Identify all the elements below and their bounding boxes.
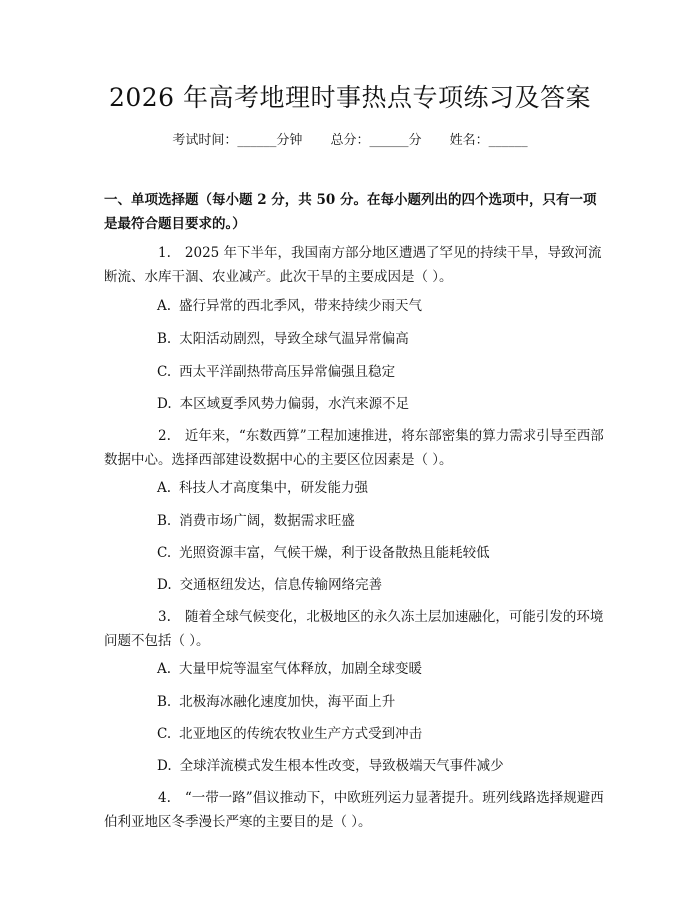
option-letter: A. xyxy=(157,480,172,496)
option-a xyxy=(157,659,607,679)
option-letter: B. xyxy=(157,694,172,710)
option-b xyxy=(157,692,607,712)
question-1 xyxy=(104,241,604,289)
option-letter: D. xyxy=(157,577,172,593)
question-number: 3. xyxy=(158,609,171,625)
section-header: 一、单项选择题（每小题 2 分，共 50 分。在每小题列出的四个选项中，只有一项是最符合题目要求的。） xyxy=(104,192,597,232)
option-text: 大量甲烷等温室气体释放，加剧全球变暖 xyxy=(179,661,423,677)
option-a xyxy=(157,478,607,498)
option-c xyxy=(157,724,607,744)
question-stem: “一带一路”倡议推动下，中欧班列运力显著提升。班列线路选择规避西伯利亚地区冬季漫长严寒的主要目的是（ ）。 xyxy=(104,790,604,830)
total-score-field: 总分：______分 xyxy=(330,133,422,148)
option-d xyxy=(157,394,607,414)
option-a xyxy=(157,296,607,316)
option-text: 西太平洋副热带高压异常偏强且稳定 xyxy=(179,364,396,380)
option-text: 北亚地区的传统农牧业生产方式受到冲击 xyxy=(179,726,423,742)
option-letter: B. xyxy=(157,331,172,347)
option-letter: D. xyxy=(157,396,172,412)
question-stem: 近年来，“东数西算”工程加速推进，将东部密集的算力需求引导至西部数据中心。选择西部建设数据中心的主要区位因素是（ ）。 xyxy=(104,428,604,468)
option-text: 本区域夏季风势力偏弱，水汽来源不足 xyxy=(179,396,410,412)
option-text: 消费市场广阔，数据需求旺盛 xyxy=(179,513,355,529)
option-text: 光照资源丰富，气候干燥，利于设备散热且能耗较低 xyxy=(179,545,490,561)
student-name-field: 姓名：______ xyxy=(449,133,528,148)
exam-info-line xyxy=(0,131,700,151)
option-letter: B. xyxy=(157,513,172,529)
option-letter: A. xyxy=(157,298,172,314)
option-text: 北极海冰融化速度加快，海平面上升 xyxy=(179,694,396,710)
option-text: 科技人才高度集中，研发能力强 xyxy=(179,480,369,496)
question-number: 4. xyxy=(158,790,171,806)
question-3 xyxy=(104,605,604,653)
question-stem: 随着全球气候变化，北极地区的永久冻土层加速融化，可能引发的环境问题不包括（ ）。 xyxy=(104,609,604,649)
option-d xyxy=(157,756,607,776)
option-c xyxy=(157,362,607,382)
option-letter: C. xyxy=(157,545,172,561)
option-text: 全球洋流模式发生根本性改变，导致极端天气事件减少 xyxy=(179,758,504,774)
option-letter: D. xyxy=(157,758,172,774)
question-number: 1. xyxy=(158,245,171,261)
option-b xyxy=(157,511,607,531)
option-text: 太阳活动剧烈，导致全球气温异常偏高 xyxy=(179,331,409,347)
question-number: 2. xyxy=(158,428,171,444)
option-text: 交通枢纽发达，信息传输网络完善 xyxy=(179,577,383,593)
exam-time-field: 考试时间：______分钟 xyxy=(172,133,303,148)
option-d xyxy=(157,575,607,595)
option-b xyxy=(157,329,607,349)
page-title: 2026 年高考地理时事热点专项练习及答案 xyxy=(108,83,592,112)
question-2 xyxy=(104,424,604,472)
question-stem: 2025 年下半年，我国南方部分地区遭遇了罕见的持续干旱，导致河流断流、水库干涸、农业减产。此次干旱的主要成因是（ ）。 xyxy=(104,245,602,285)
option-text: 盛行异常的西北季风，带来持续少雨天气 xyxy=(179,298,423,314)
option-c xyxy=(157,543,607,563)
question-4 xyxy=(104,786,604,834)
option-letter: C. xyxy=(157,364,172,380)
option-letter: C. xyxy=(157,726,172,742)
option-letter: A. xyxy=(157,661,172,677)
